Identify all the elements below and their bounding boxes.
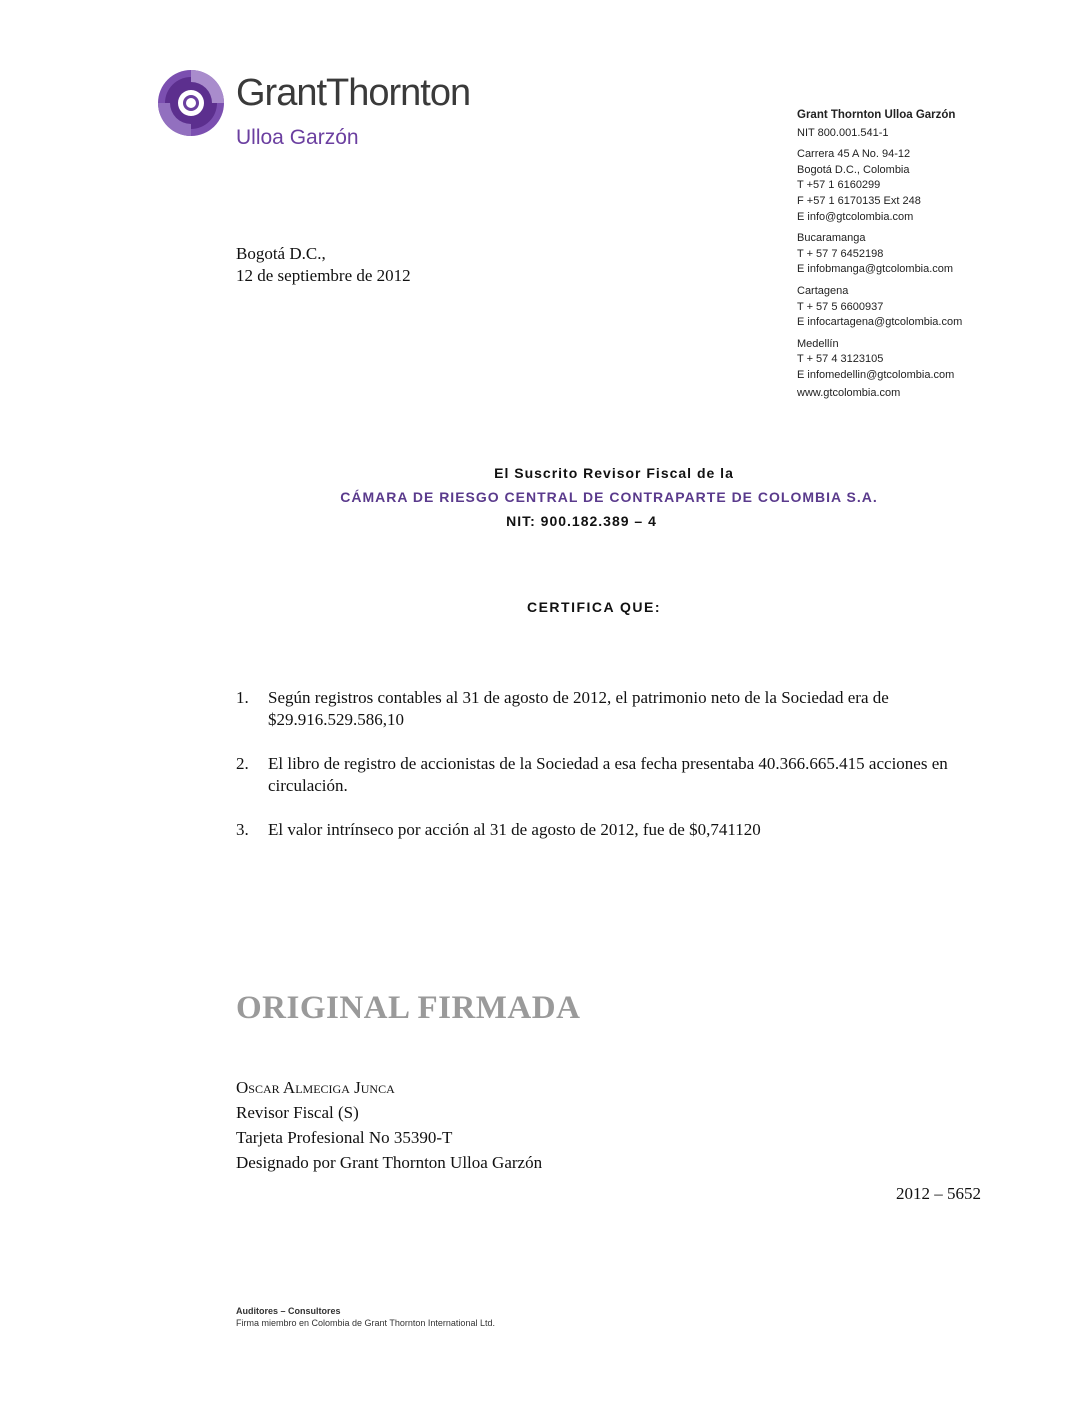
- certificate-heading: [0, 461, 1088, 533]
- contact-line: Medellín: [797, 337, 839, 350]
- contact-line: Bucaramanga: [797, 232, 866, 245]
- company-logo: [156, 66, 516, 156]
- heading-nit: NIT: 900.182.389 – 4: [506, 513, 657, 529]
- heading-company: CÁMARA DE RIESGO CENTRAL DE CONTRAPARTE DE COLOMBIA S.A.: [340, 489, 878, 505]
- contact-line: Cartagena: [797, 284, 849, 297]
- original-signed-stamp: ORIGINAL FIRMADA: [236, 990, 581, 1026]
- contact-info: [797, 108, 1067, 401]
- signer-name: Oscar Almeciga Junca: [236, 1078, 395, 1097]
- item-number: 2.: [236, 754, 249, 773]
- contact-line: T + 57 5 6600937: [797, 300, 884, 313]
- heading-line1: El Suscrito Revisor Fiscal de la: [494, 465, 734, 481]
- contact-org: Grant Thornton Ulloa Garzón: [797, 109, 956, 121]
- contact-bucaramanga: [797, 231, 1067, 278]
- contact-nit: NIT 800.001.541-1: [797, 126, 889, 139]
- contact-line: Carrera 45 A No. 94-12: [797, 148, 911, 161]
- logo-wordmark: GrantThornton: [236, 72, 471, 114]
- contact-website[interactable]: www.gtcolombia.com: [797, 386, 901, 399]
- contact-line: T + 57 7 6452198: [797, 247, 884, 260]
- grant-thornton-logo-icon: [156, 66, 226, 140]
- letter-date: [236, 243, 411, 287]
- certifica-label: CERTIFICA QUE:: [526, 599, 662, 615]
- contact-email[interactable]: E infomedellin@gtcolombia.com: [797, 368, 955, 381]
- item-text: Según registros contables al 31 de agosto de 2012, el patrimonio neto de la Sociedad era de $29.916.529.586,10: [268, 688, 889, 729]
- contact-email[interactable]: E info@gtcolombia.com: [797, 210, 914, 223]
- certified-items: [236, 687, 996, 863]
- item-number: 3.: [236, 820, 249, 839]
- item-number: 1.: [236, 688, 249, 707]
- item-text: El libro de registro de accionistas de la Sociedad a esa fecha presentaba 40.366.665.415 acciones en circulación.: [268, 754, 948, 795]
- item-text: El valor intrínseco por acción al 31 de agosto de 2012, fue de $0,741120: [268, 820, 761, 839]
- date-day: 12 de septiembre de 2012: [236, 266, 411, 285]
- contact-email[interactable]: E infocartagena@gtcolombia.com: [797, 316, 963, 329]
- list-item: [236, 753, 996, 797]
- signer-role: Revisor Fiscal (S): [236, 1103, 359, 1122]
- contact-line: T +57 1 6160299: [797, 179, 881, 192]
- reference-number: 2012 – 5652: [896, 1184, 981, 1203]
- footer-line2: Firma miembro en Colombia de Grant Thornton International Ltd.: [236, 1318, 495, 1328]
- contact-line: F +57 1 6170135 Ext 248: [797, 194, 921, 207]
- signer-card: Tarjeta Profesional No 35390-T: [236, 1128, 453, 1147]
- logo-subtitle: Ulloa Garzón: [236, 126, 359, 149]
- contact-line: Bogotá D.C., Colombia: [797, 163, 910, 176]
- list-item: [236, 819, 996, 841]
- contact-bogota: [797, 147, 1067, 225]
- contact-line: T + 57 4 3123105: [797, 353, 884, 366]
- footer-line1: Auditores – Consultores: [236, 1306, 341, 1316]
- list-item: [236, 687, 996, 731]
- contact-medellin: [797, 337, 1067, 384]
- signer-block: [236, 1075, 542, 1175]
- date-city: Bogotá D.C.,: [236, 244, 326, 263]
- contact-cartagena: [797, 284, 1067, 331]
- page-footer: [236, 1305, 495, 1329]
- contact-email[interactable]: E infobmanga@gtcolombia.com: [797, 263, 954, 276]
- signer-designated: Designado por Grant Thornton Ulloa Garzón: [236, 1153, 543, 1172]
